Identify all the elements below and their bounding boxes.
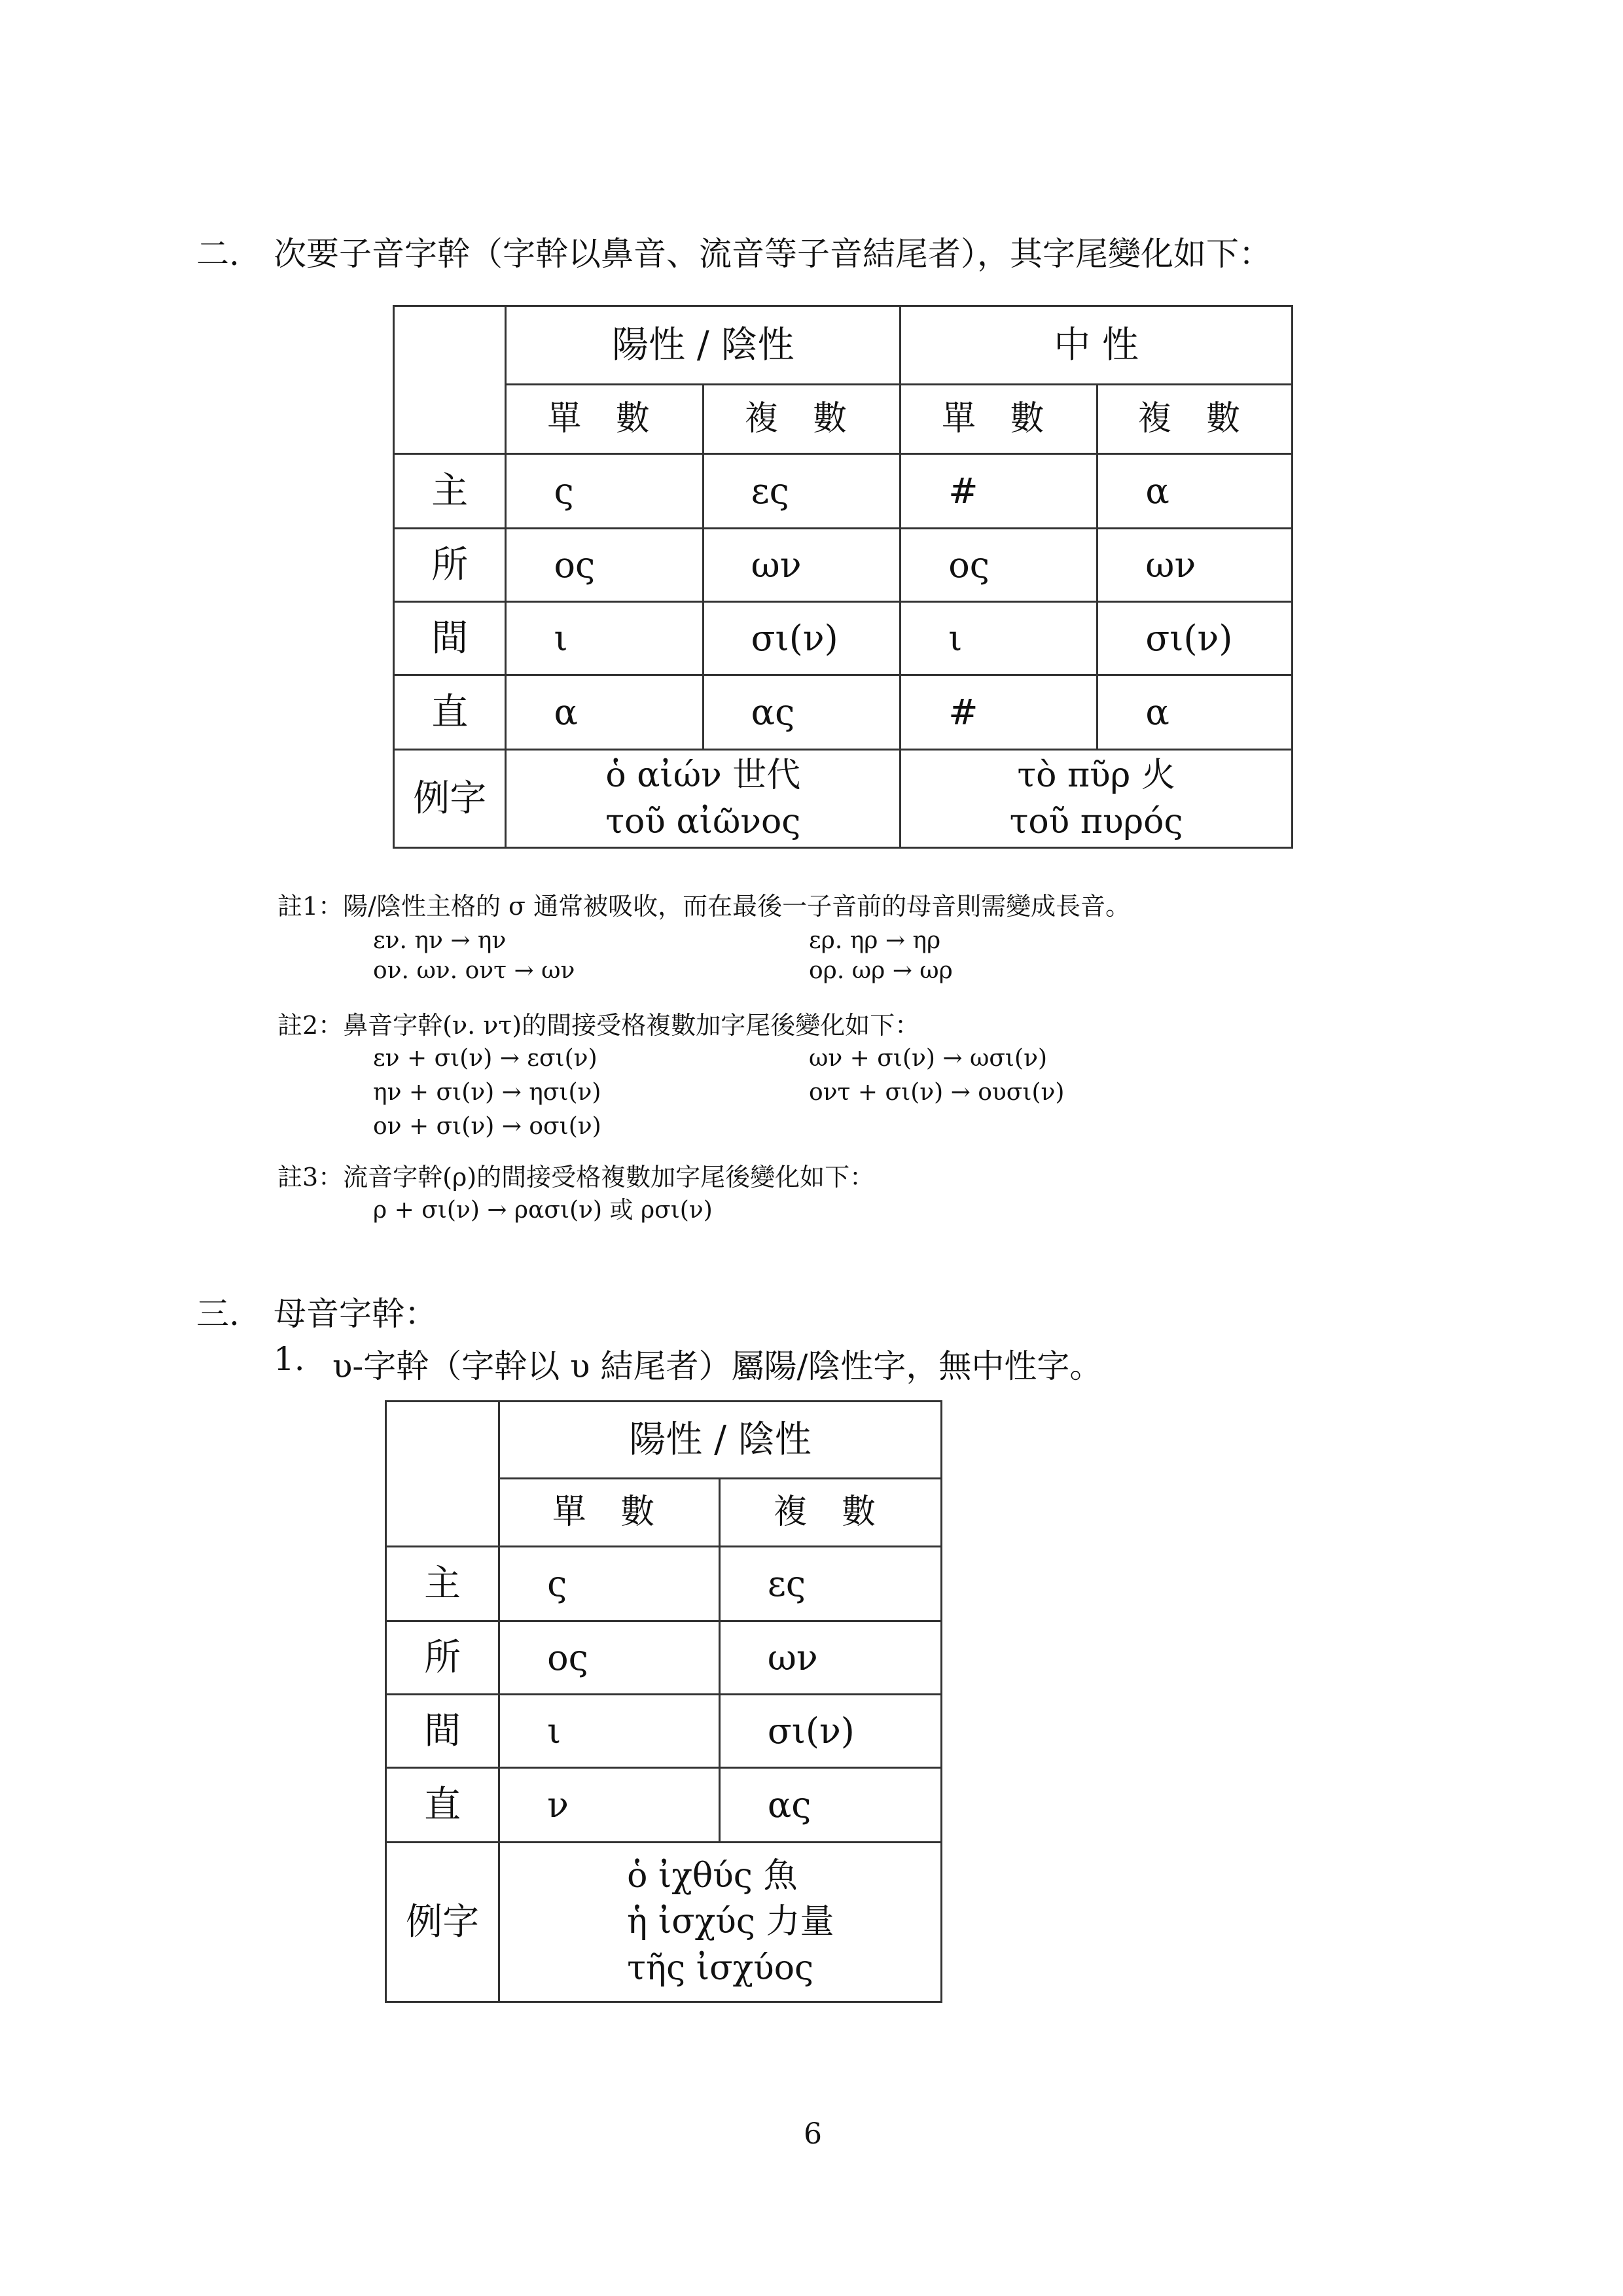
table2-header-singular: 單 數 — [499, 1479, 720, 1547]
table2-cell-nom-sg: ς — [499, 1547, 720, 1621]
page-number: 6 — [804, 2117, 822, 2151]
header-n-plural: 複 數 — [1097, 385, 1293, 454]
cell-gen-n-pl: ων — [1097, 529, 1293, 602]
table2-cell-gen-sg: ος — [499, 1621, 720, 1695]
table2-example-line-3: τῆς ἰσχύος — [627, 1948, 814, 1988]
note-1-rule-d: ορ. ωρ → ωρ — [809, 957, 953, 984]
cell-dat-n-pl: σι(ν) — [1097, 602, 1293, 675]
note-1-rule-b: ερ. ηρ → ηρ — [809, 927, 941, 954]
case-accusative: 直 — [394, 675, 506, 750]
subsection-1-number: 1. — [274, 1340, 305, 1378]
table2-cell-acc-pl: ας — [719, 1768, 941, 1843]
example-n-line-1: τὸ πῦρ 火 — [1017, 756, 1175, 796]
cell-gen-mf-sg: ος — [506, 529, 703, 602]
example-label: 例字 — [394, 750, 506, 848]
section-3-number: 三. — [196, 1295, 240, 1333]
header-masc-fem: 陽性 / 陰性 — [506, 306, 901, 385]
section-3-heading: 母音字幹： — [274, 1295, 437, 1333]
table2-case-genitive: 所 — [386, 1621, 499, 1695]
note-2-rule-c: ην + σι(ν) → ησι(ν) — [373, 1079, 601, 1106]
table2-header-masc-fem: 陽性 / 陰性 — [499, 1402, 942, 1479]
cell-dat-mf-pl: σι(ν) — [703, 602, 901, 675]
header-n-singular: 單 數 — [901, 385, 1097, 454]
table2-example-label: 例字 — [386, 1843, 499, 2002]
case-genitive: 所 — [394, 529, 506, 602]
u-stem-table — [385, 1400, 942, 2001]
header-mf-singular: 單 數 — [506, 385, 703, 454]
section-2-heading: 次要子音字幹（字幹以鼻音、流音等子音結尾者），其字尾變化如下： — [274, 235, 1272, 273]
note-2-rule-d: οντ + σι(ν) → ουσι(ν) — [809, 1079, 1065, 1106]
example-neuter — [901, 750, 1293, 848]
note-1-rule-c: ον. ων. οντ → ων — [373, 957, 575, 984]
note-2: 註2：鼻音字幹(ν. ντ)的間接受格複數加字尾後變化如下： — [277, 1011, 920, 1040]
example-masc-fem — [506, 750, 901, 848]
case-dative: 間 — [394, 602, 506, 675]
example-mf-line-1: ὁ αἰών 世代 — [605, 756, 801, 796]
cell-nom-n-sg: # — [901, 454, 1097, 529]
table2-case-nominative: 主 — [386, 1547, 499, 1621]
header-neuter: 中 性 — [901, 306, 1293, 385]
table2-cell-dat-sg: ι — [499, 1695, 720, 1768]
cell-acc-mf-pl: ας — [703, 675, 901, 750]
cell-nom-mf-pl: ες — [703, 454, 901, 529]
cell-nom-mf-sg: ς — [506, 454, 703, 529]
cell-gen-mf-pl: ων — [703, 529, 901, 602]
table2-examples — [499, 1843, 942, 2002]
cell-acc-n-sg: # — [901, 675, 1097, 750]
cell-gen-n-sg: ος — [901, 529, 1097, 602]
note-2-rule-a: εν + σι(ν) → εσι(ν) — [373, 1045, 597, 1072]
table2-example-line-1: ὁ ἰχθύς 魚 — [627, 1856, 798, 1896]
table-corner — [394, 306, 506, 454]
table2-cell-dat-pl: σι(ν) — [719, 1695, 941, 1768]
note-1-rule-a: εν. ην → ην — [373, 927, 507, 954]
table2-case-dative: 間 — [386, 1695, 499, 1768]
cell-nom-n-pl: α — [1097, 454, 1293, 529]
subsection-1-heading: υ-字幹（字幹以 υ 結尾者）屬陽/陰性字，無中性字。 — [332, 1347, 1103, 1385]
cell-dat-mf-sg: ι — [506, 602, 703, 675]
table2-corner — [386, 1402, 499, 1547]
cell-dat-n-sg: ι — [901, 602, 1097, 675]
case-nominative: 主 — [394, 454, 506, 529]
cell-acc-n-pl: α — [1097, 675, 1293, 750]
section-2-number: 二. — [196, 235, 240, 273]
note-2-rule-b: ων + σι(ν) → ωσι(ν) — [809, 1045, 1048, 1072]
note-3-rule-a: ρ + σι(ν) → ρασι(ν) 或 ρσι(ν) — [373, 1197, 713, 1224]
table2-example-line-2: ἡ ἰσχύς 力量 — [627, 1902, 834, 1942]
table2-header-plural: 複 數 — [719, 1479, 941, 1547]
example-mf-line-2: τοῦ αἰῶνος — [605, 802, 801, 841]
header-mf-plural: 複 數 — [703, 385, 901, 454]
note-3: 註3：流音字幹(ρ)的間接受格複數加字尾後變化如下： — [277, 1163, 875, 1192]
consonant-stem-table — [393, 305, 1293, 847]
table2-cell-acc-sg: ν — [499, 1768, 720, 1843]
note-1: 註1：陽/陰性主格的 σ 通常被吸收，而在最後一子音前的母音則需變成長音。 — [277, 892, 1131, 921]
note-2-rule-e: ον + σι(ν) → οσι(ν) — [373, 1113, 601, 1140]
table2-cell-nom-pl: ες — [719, 1547, 941, 1621]
table2-case-accusative: 直 — [386, 1768, 499, 1843]
example-n-line-2: τοῦ πυρός — [1009, 802, 1183, 841]
cell-acc-mf-sg: α — [506, 675, 703, 750]
table2-cell-gen-pl: ων — [719, 1621, 941, 1695]
